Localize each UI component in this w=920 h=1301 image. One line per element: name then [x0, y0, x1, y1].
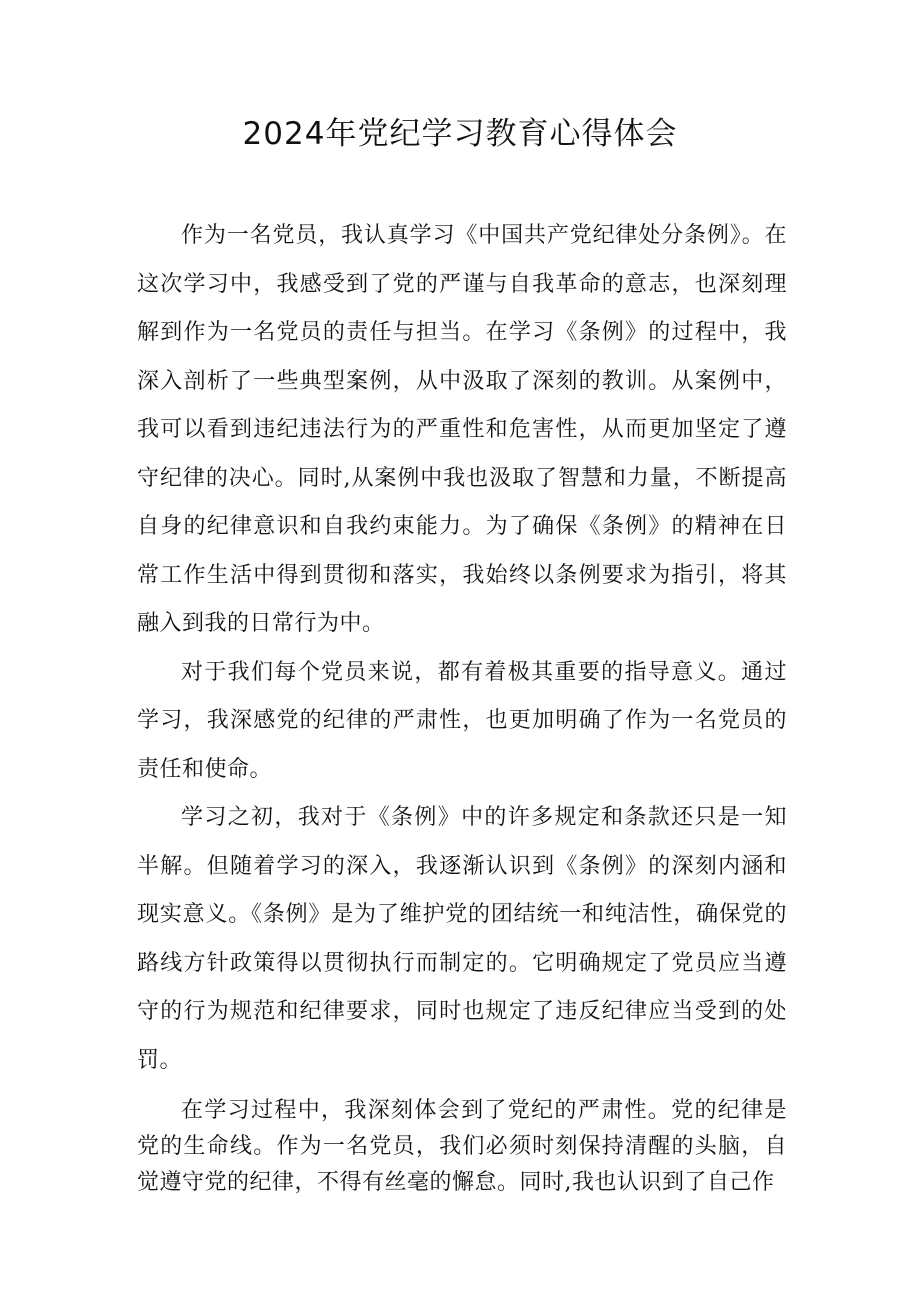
- paragraph-3: 学习之初，我对于《条例》中的许多规定和条款还只是一知半解。但随着学习的深入，我逐渐认识到《条例》的深刻内涵和现实意义。《条例》是为了维护党的团结统一和纯洁性，确保党的路线方针政策得以贯彻执行而制定的。它明确规定了党员应当遵守的行为规范和纪律要求，同时也规定了违反纪律应当受到的处罚。: [137, 805, 787, 1073]
- paragraph-4: 在学习过程中，我深刻体会到了党纪的严肃性。党的纪律是党的生命线。作为一名党员，我们必须时刻保持清醒的头脑，自觉遵守党的纪律，不得有丝毫的懈怠。同时,我也认识到了自己作: [137, 1098, 787, 1195]
- paragraph-1: 作为一名党员，我认真学习《中国共产党纪律处分条例》。在这次学习中，我感受到了党的严谨与自我革命的意志，也深刻理解到作为一名党员的责任与担当。在学习《条例》的过程中，我深入剖析了一些典型案例，从中汲取了深刻的教训。从案例中，我可以看到违纪违法行为的严重性和危害性，从而更加坚定了遵守纪律的决心。同时,从案例中我也汲取了智慧和力量，不断提高自身的纪律意识和自我约束能力。为了确保《条例》的精神在日常工作生活中得到贯彻和落实，我始终以条例要求为指引，将其融入到我的日常行为中。: [137, 223, 787, 636]
- paragraph-2: 对于我们每个党员来说，都有着极其重要的指导意义。通过学习，我深感党的纪律的严肃性，也更加明确了作为一名党员的责任和使命。: [137, 659, 787, 782]
- document-body: [137, 212, 787, 1201]
- document-title: 2024年党纪学习教育心得体会: [242, 116, 678, 152]
